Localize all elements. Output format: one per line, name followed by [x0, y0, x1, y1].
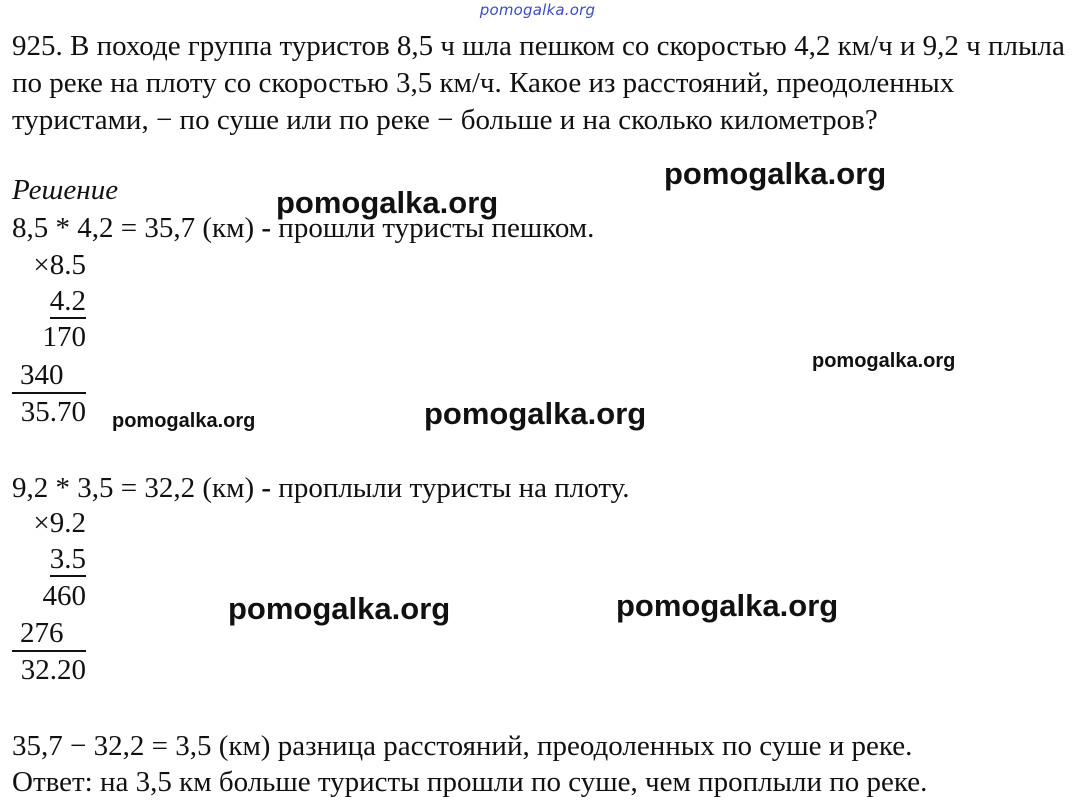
- watermark: pomogalka.org: [664, 156, 887, 191]
- watermark: pomogalka.org: [616, 588, 839, 623]
- mult2-factor2: [12, 542, 86, 576]
- watermark: pomogalka.org: [424, 396, 647, 431]
- watermark: pomogalka.org: [112, 410, 256, 432]
- step2-equation: 9,2 * 3,5 = 32,2 (км): [12, 472, 255, 504]
- mult1-result: 35.70: [20, 396, 86, 428]
- mult2-partial1: 460: [42, 580, 86, 612]
- problem-text: 925. В походе группа туристов 8,5 ч шла пешком со скоростью 4,2 км/ч и 9,2 ч плыла по реке на плоту со скоростью 3,5 км/ч. Какое из расстояний, преодоленных туристами, − по суше или по реке − больше и на сколько километров?: [12, 30, 1065, 136]
- mult1-factor2: [12, 284, 86, 318]
- step2-dash: -: [261, 472, 272, 504]
- step2-description: проплыли туристы на плоту.: [278, 472, 630, 504]
- mult2-result-rule: [12, 650, 86, 652]
- top-watermark: pomogalka.org: [479, 1, 596, 19]
- solution-heading: Решение: [12, 174, 119, 206]
- difference-line: 35,7 − 32,2 = 3,5 (км) разница расстояний, преодоленных по суше и реке.: [12, 730, 913, 762]
- mult2-factor2-text: 3.5: [49, 543, 86, 575]
- mult1-factor1: ×8.5: [33, 249, 86, 281]
- mult2-result: 32.20: [20, 654, 86, 686]
- mult1-partial1: 170: [42, 321, 86, 353]
- mult1-factor2-text: 4.2: [49, 285, 86, 317]
- watermark: pomogalka.org: [812, 350, 956, 372]
- mult2-factor1: ×9.2: [33, 507, 86, 539]
- step2-line: [12, 471, 630, 505]
- step1-dash: -: [261, 212, 272, 244]
- mult2-partial2: 276: [20, 617, 64, 649]
- mult1-partial2: 340: [20, 359, 64, 391]
- watermark: pomogalka.org: [276, 185, 499, 220]
- mult1-result-rule: [12, 392, 86, 394]
- step1-description: прошли туристы пешком.: [278, 212, 595, 244]
- answer-line: Ответ: на 3,5 км больше туристы прошли по суше, чем проплыли по реке.: [12, 766, 928, 798]
- step1-equation: 8,5 * 4,2 = 35,7 (км): [12, 212, 255, 244]
- watermark: pomogalka.org: [228, 591, 451, 626]
